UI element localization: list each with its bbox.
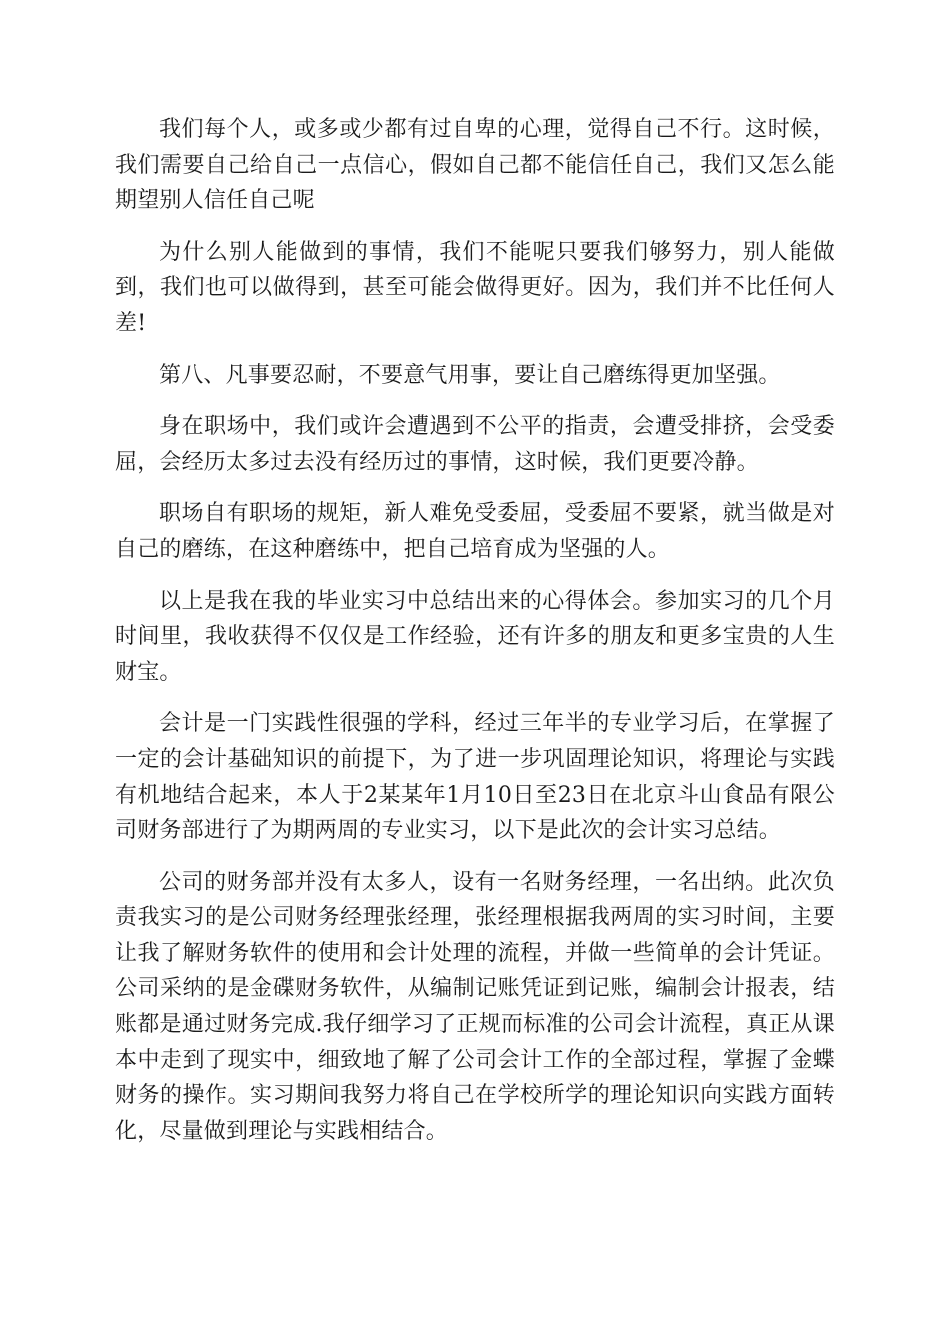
paragraph-workplace-unfairness: 身在职场中，我们或许会遭遇到不公平的指责，会遭受排挤，会受委屈，会经历太多过去没有经历过的事情，这时候，我们更要冷静。 [115, 414, 835, 475]
paragraph-accounting-intro: 会计是一门实践性很强的学科，经过三年半的专业学习后，在掌握了一定的会计基础知识的前提下，为了进一步巩固理论知识，将理论与实践有机地结合起来，本人于2某某年1月10日至23日在北京斗山食品有限公司财务部进行了为期两周的专业实习，以下是此次的会计实习总结。 [115, 711, 835, 844]
paragraph-workplace-rules: 职场自有职场的规矩，新人难免受委屈，受委屈不要紧，就当做是对自己的磨练，在这种磨练中，把自己培育成为坚强的人。 [115, 501, 835, 562]
paragraph-finance-department: 公司的财务部并没有太多人，设有一名财务经理，一名出纳。此次负责我实习的是公司财务经理张经理，张经理根据我两周的实习时间，主要让我了解财务软件的使用和会计处理的流程，并做一些简单的会计凭证。公司采纳的是金碟财务软件，从编制记账凭证到记账，编制会计报表，结账都是通过财务完成.我仔细学习了正规而标准的公司会计流程，真正从课本中走到了现实中，细致地了解了公司会计工作的全部过程，掌握了金蝶财务的操作。实习期间我努力将自己在学校所学的理论知识向实践方面转化，尽量做到理论与实践相结合。 [115, 869, 835, 1144]
paragraph-internship-summary: 以上是我在我的毕业实习中总结出来的心得体会。参加实习的几个月时间里，我收获得不仅仅是工作经验，还有许多的朋友和更多宝贵的人生财宝。 [115, 588, 835, 685]
paragraph-effort: 为什么别人能做到的事情，我们不能呢只要我们够努力，别人能做到，我们也可以做得到，甚至可能会做得更好。因为，我们并不比任何人差! [115, 239, 835, 336]
paragraph-self-confidence: 我们每个人，或多或少都有过自卑的心理，觉得自己不行。这时候，我们需要自己给自己一点信心，假如自己都不能信任自己，我们又怎么能期望别人信任自己呢 [115, 117, 835, 214]
document-page [115, 112, 835, 1165]
paragraph-point-eight: 第八、凡事要忍耐，不要意气用事，要让自己磨练得更加坚强。 [159, 362, 781, 388]
